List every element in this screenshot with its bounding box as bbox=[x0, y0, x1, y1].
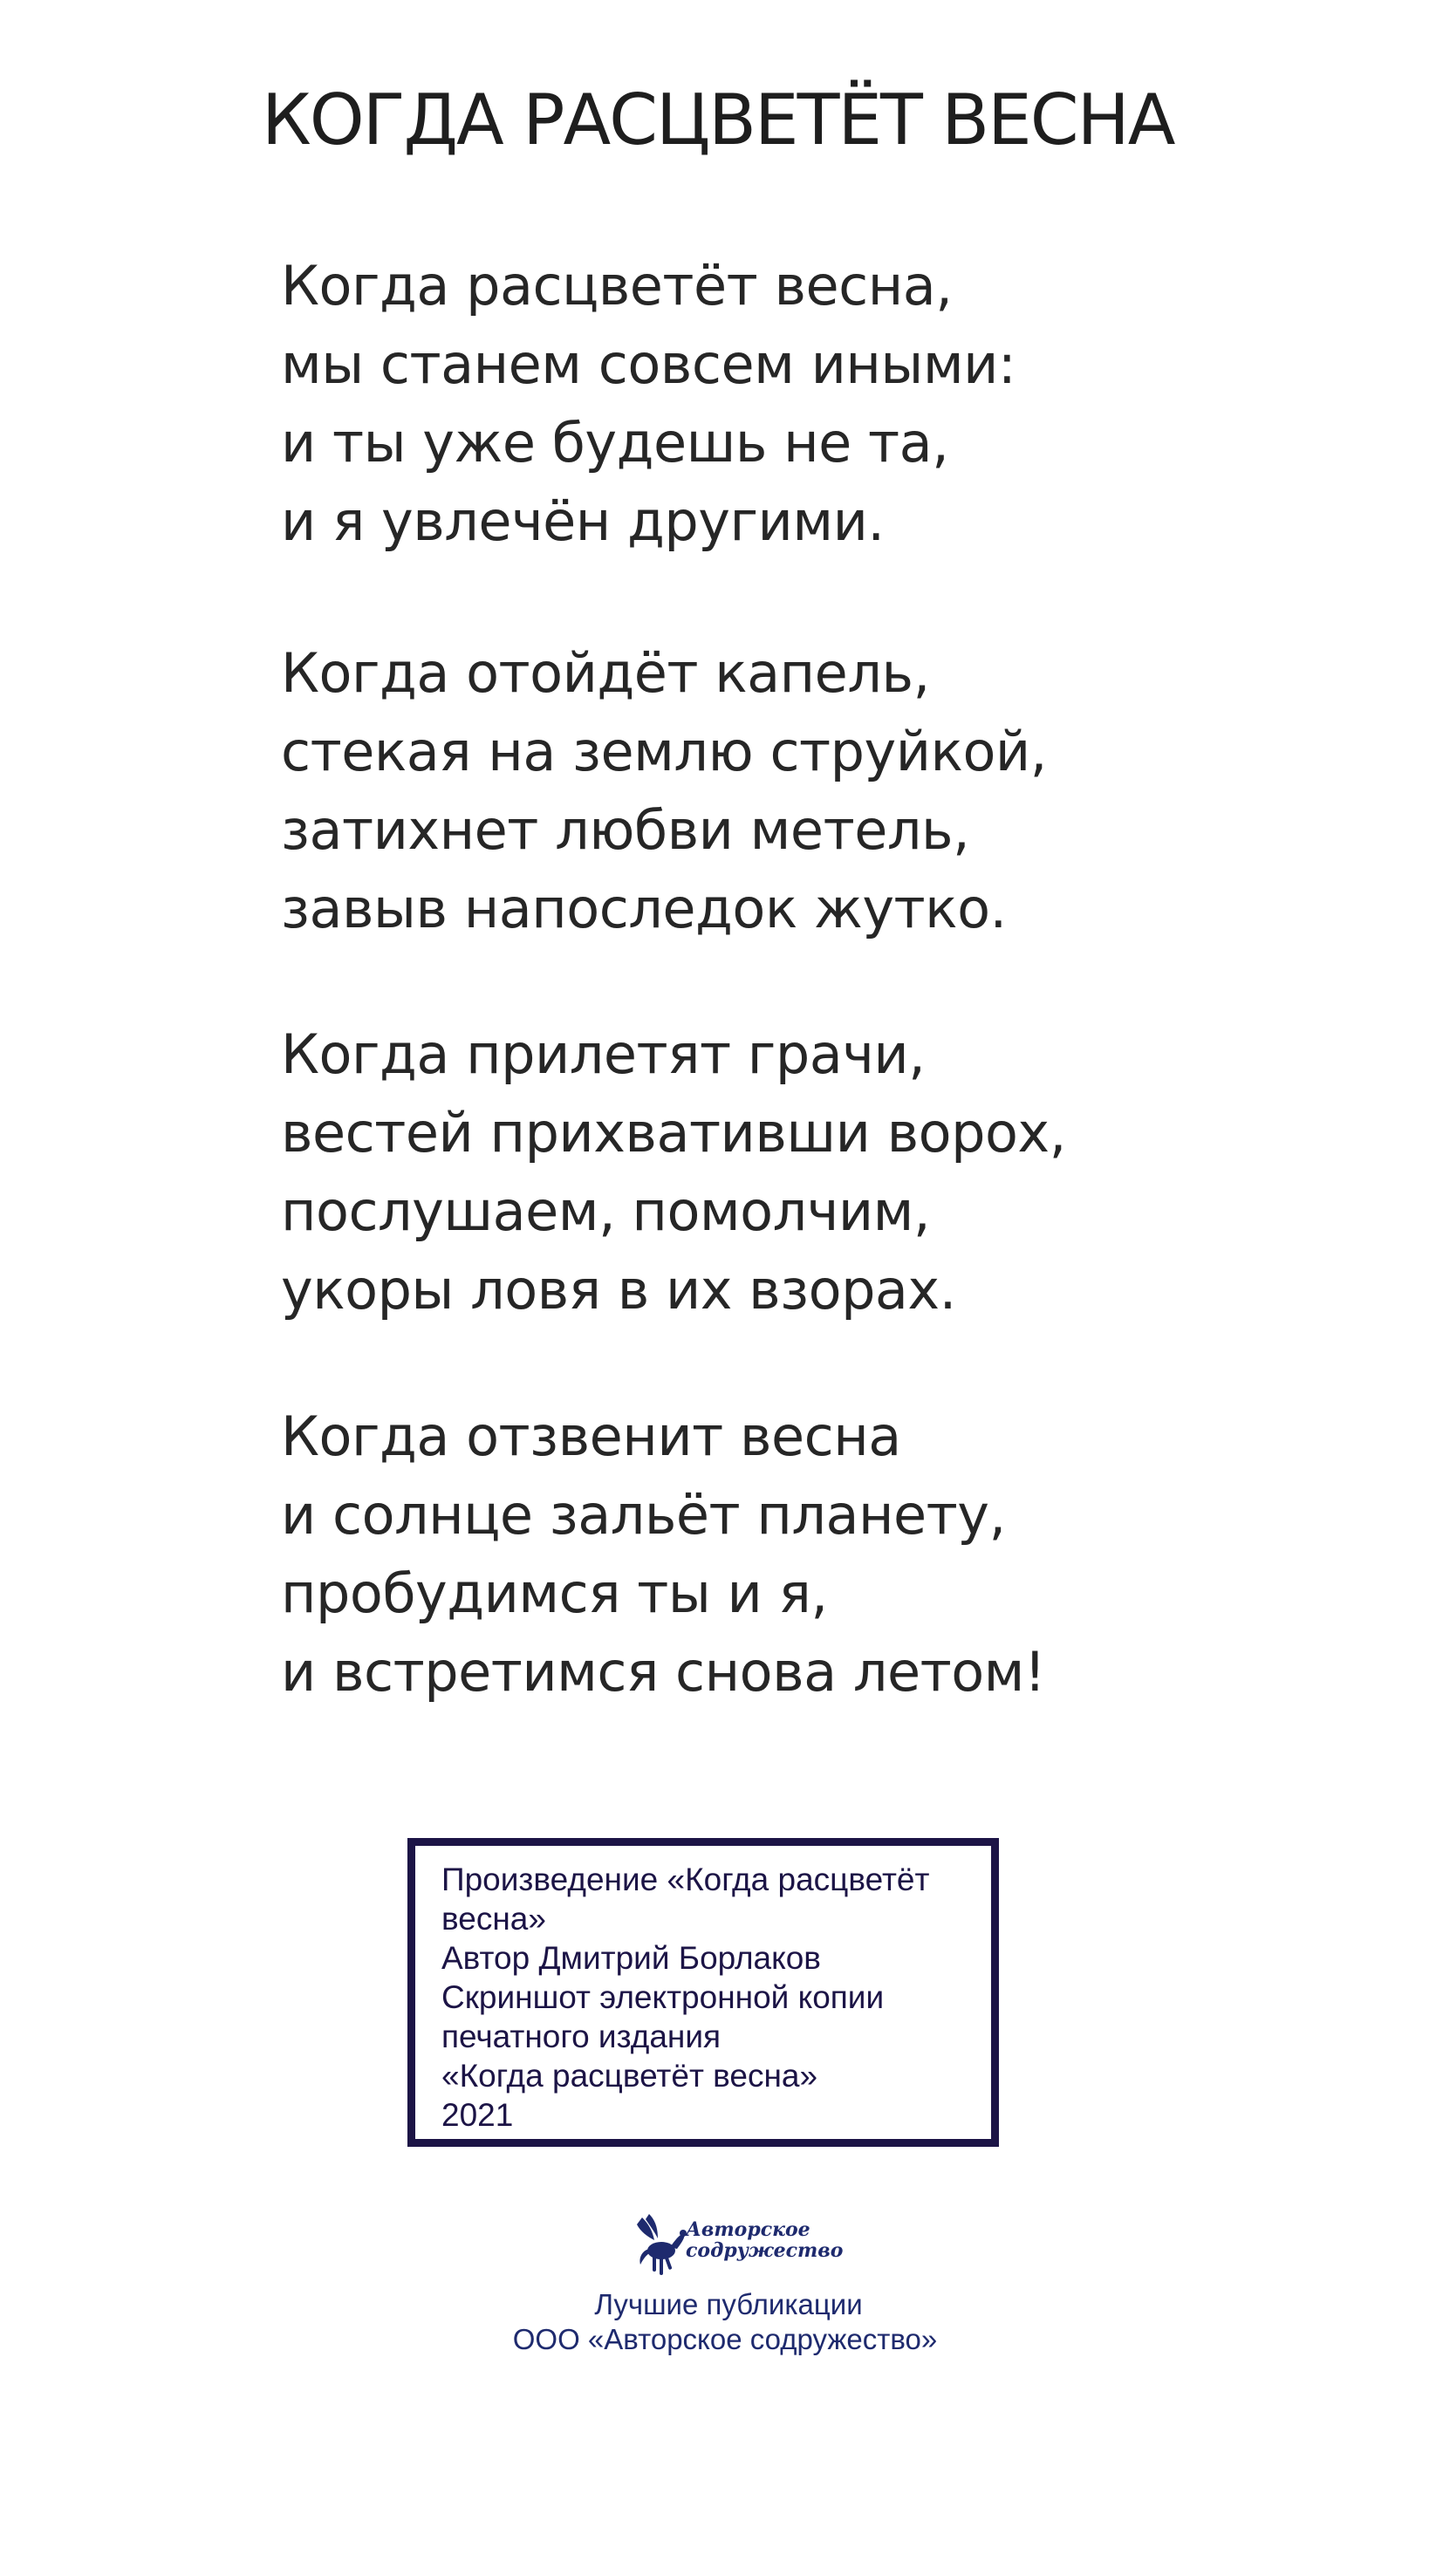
poem-line: послушаем, помолчим, bbox=[281, 1179, 931, 1243]
poem-line: и ты уже будешь не та, bbox=[281, 411, 949, 475]
pegasus-icon bbox=[630, 2212, 691, 2282]
info-line: Автор Дмитрий Борлаков bbox=[441, 1940, 821, 1976]
info-line: «Когда расцветёт весна» bbox=[441, 2058, 818, 2094]
poem-title: КОГДА РАСЦВЕТЁТ ВЕСНА bbox=[262, 79, 1174, 161]
poem-line: Когда прилетят грачи, bbox=[281, 1022, 926, 1086]
stanza-1 bbox=[281, 247, 1171, 561]
poem-line: укоры ловя в их взорах. bbox=[281, 1258, 956, 1322]
poem-line: Когда отзвенит весна bbox=[281, 1404, 901, 1468]
poem-line: затихнет любви метель, bbox=[281, 798, 970, 862]
info-line: весна» bbox=[441, 1901, 546, 1937]
poem-line: вестей прихвативши ворох, bbox=[281, 1101, 1066, 1165]
info-line: Скриншот электронной копии bbox=[441, 1979, 885, 2015]
stanza-3 bbox=[281, 1015, 1171, 1329]
publisher-tagline: Лучшие публикации bbox=[594, 2288, 863, 2320]
publication-info-box bbox=[407, 1838, 999, 2147]
stanza-4 bbox=[281, 1397, 1171, 1712]
poem-line: и солнце зальёт планету, bbox=[281, 1483, 1006, 1547]
logo-word-1: Авторское bbox=[686, 2218, 810, 2241]
poem-line: стекая на землю струйкой, bbox=[281, 720, 1047, 783]
logo-word-2: содружество bbox=[686, 2239, 844, 2262]
publisher-name: ООО «Авторское содружество» bbox=[512, 2323, 938, 2355]
poem-line: Когда отойдёт капель, bbox=[281, 641, 930, 705]
stanza-2 bbox=[281, 634, 1171, 948]
poem-line: мы станем совсем иными: bbox=[281, 332, 1016, 396]
logo-wordmark bbox=[686, 2219, 843, 2261]
publisher-logo[interactable] bbox=[630, 2212, 844, 2282]
info-line: Произведение «Когда расцветёт bbox=[441, 1862, 930, 1897]
poem-line: и я увлечён другими. bbox=[281, 489, 885, 553]
poem-line: завыв напоследок жутко. bbox=[281, 877, 1007, 940]
poem-line: пробудимся ты и я, bbox=[281, 1561, 828, 1625]
poem-line: Когда расцветёт весна, bbox=[281, 254, 953, 318]
info-line: печатного издания bbox=[441, 2019, 722, 2054]
poem-line: и встретимся снова летом! bbox=[281, 1640, 1046, 1704]
info-line: 2021 bbox=[441, 2097, 514, 2133]
